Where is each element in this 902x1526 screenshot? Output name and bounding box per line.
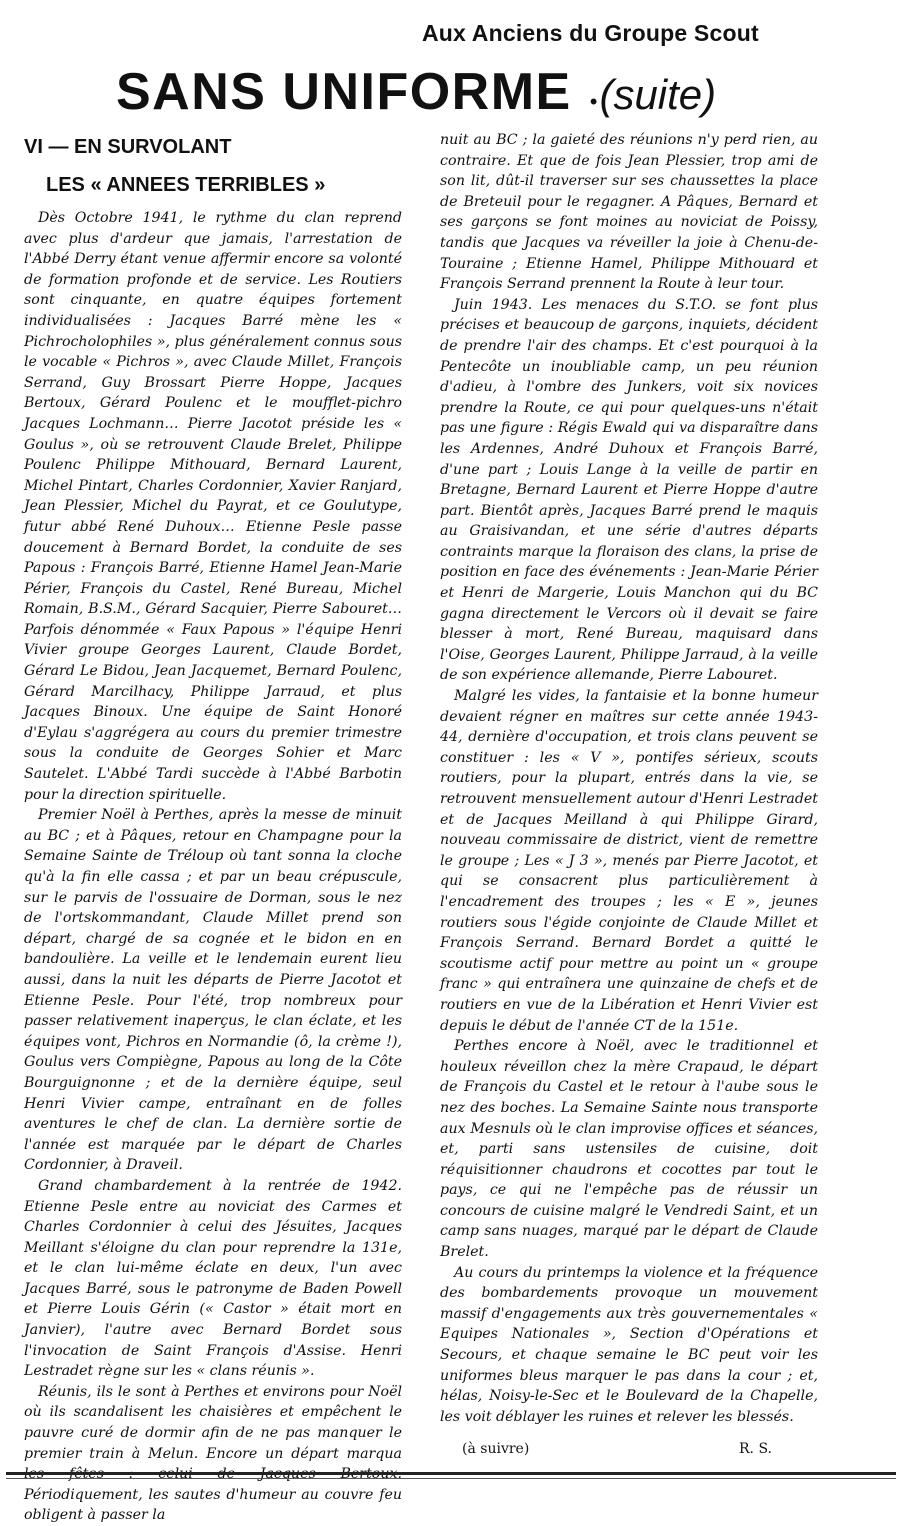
paragraph: Juin 1943. Les menaces du S.T.O. se font plus précises et beaucoup de garçons, inquiets, décident de prendre l'air des champs. Et c'est pourquoi à la Pentecôte un inoubliable camp, un peu réunion d'adieu, à l'ombre des Junkers, voit six novices prendre la Route, ce qui pour quelques-uns n'était pas une figure : Régis Ewald qui va disparaître dans les Ardennes, André Duhoux et François Barré, d'une part ; Louis Lange à la veille de partir en Bretagne, Bernard Laurent et Pierre Hoppe d'autre part. Bientôt après, Jacques Barré prend le maquis au Graisivandan, et une série d'autres départs contraints marque la floraison des clans, la prise de position en face des événements : Jean-Marie Périer et Henri de Margerie, Louis Manchon qui du BC gagna directement le Vercors où il devait se faire blesser à mort, René Bureau, maquisard dans l'Oise, Georges Laurent, Philippe Jarraud, à la veille de son expérience allemande, Pierre Labouret.	[440, 296, 818, 684]
author-signature: R. S.	[739, 1441, 772, 1458]
paragraph: Réunis, ils le sont à Perthes et environs pour Noël où ils scandalisent les chaisières et empêchent le pauvre curé de dormir afin de ne pas manquer le premier train à Melun. Encore un départ marqua Périodiquement, les sautes d'humeur au couvre feu obligent à passer la	[24, 1383, 402, 1524]
section-heading	[24, 128, 424, 204]
paragraph: Grand chambardement à la rentrée de 1942. Etienne Pesle entre au noviciat des Carmes et Charles Cordonnier à celui des Jésuites, Jacques Meillant s'éloigne du clan pour reprendre la 131e, et le clan lui-même éclate en deux, l'un avec Jacques Barré, sous le patronyme de Baden Powell et Pierre Louis Gérin (« Castor » était mort en Janvier), l'autre avec Bernard Bordet sous l'invocation de Saint François d'Assise. Henri Lestradet règne sur les « clans réunis ».	[24, 1177, 402, 1380]
paragraph: Dès Octobre 1941, le rythme du clan reprend avec plus d'ardeur que jamais, l'arrestation de l'Abbé Derry étant venue affermir encore sa volonté de formation profonde et de service. Les Routiers sont cinquante, en quatre équipes fortement individualisées : Jacques Barré mène les « Pichrocholophiles », plus généralement connus sous le vocable « Pichros », avec Claude Millet, François Serrand, Guy Brossart Pierre Hoppe, Jacques Bertoux, Gérard Poulenc et le moufflet-pichro Jacques Lochmann… Pierre Jacotot préside les « Goulus », où se retrouvent Claude Brelet, Philippe Poulenc Philippe Mithouard, Bernard Laurent, Michel Pintart, Charles Cordonnier, Xavier Ranjard, Jean Plessier, Michel du Payrat, et ce Goulutype, futur abbé René Duhoux… Etienne Pesle passe doucement à Bernard Bordet, la conduite de ses Papous : François Barré, Etienne Hamel Jean-Marie Périer, François du Castel, René Bureau, Michel Romain, B.S.M., Gérard Sacquier, Pierre Sabouret… Parfois dénommée « Faux Papous » l'équipe Henri Vivier groupe Georges Laurent, Claude Bordet, Gérard Le Bidou, Jean Jacquemet, Bernard Poulenc, Gérard Marcilhacy, Philippe Jarraud, et plus Jacques Binoux. Une équipe de Saint Honoré d'Eylau s'aggrégera au cours du premier trimestre sous la conduite de Georges Sohier et Marc Sautelet. L'Abbé Tardi succède à l'Abbé Barbotin pour la direction spirituelle.	[24, 210, 402, 803]
bottom-divider	[6, 1472, 896, 1475]
title-dot-icon: •	[589, 89, 598, 114]
paragraph-continued: nuit au BC ; la gaieté des réunions n'y perd rien, au contraire. Et que de fois Jean Plessier, trop ami de son lit, dût-il traverser sur ses chaussettes la place de Breteuil pour le regagner. A Pâques, Bernard et ses garçons se font moines au noviciat de Poissy, tandis que Jacques va réveiller la joie à Chenu-de-Touraine ; Etienne Hamel, Philippe Mithouard et François Serrand prennent la Route à leur tour.	[440, 132, 818, 293]
bottom-divider-thin	[6, 1478, 896, 1479]
article-footer	[440, 1439, 818, 1460]
page-title: SANS UNIFORME	[116, 63, 572, 121]
right-column	[440, 130, 818, 1460]
left-column	[24, 208, 402, 1526]
paragraph: Au cours du printemps la violence et la fréquence des bombardements provoque un mouvement massif d'engagements aux très gouvernementales « Equipes Nationales », Section d'Opérations et Secours, et chaque semaine le BC peut voir les uniformes bleus marquer le pas dans la cour ; et, hélas, Noisy-le-Sec et le Boulevard de la Chapelle, les voit déblayer les ruines et relever les blessés.	[440, 1264, 818, 1425]
section-heading-line2: LES « ANNEES TERRIBLES »	[46, 174, 326, 196]
kicker-heading: Aux Anciens du Groupe Scout	[422, 20, 759, 46]
paragraph: Perthes encore à Noël, avec le traditionnel et houleux réveillon chez la mère Crapaud, le départ de François du Castel et le retour à l'aube sous le nez des boches. La Semaine Sainte nous transporte aux Mesnuls où le clan improvise offices et séances, et, parti sans ustensiles de cuisine, doit réquisitionner chaudrons et cocottes par tout le pays, ce qui ne l'empêche pas de réussir un concours de cuisine malgré le Vendredi Saint, et un camp sans nuages, marqué par le départ de Claude Brelet.	[440, 1038, 818, 1261]
paragraph: Malgré les vides, la fantaisie et la bonne humeur devaient régner en maîtres sur cette année 1943-44, dernière d'occupation, et trois clans peuvent se constituer : les « V », pontifes sérieux, scouts routiers, pour la plupart, entrés dans la vie, se retrouvent mensuellement autour d'Henri Lestradet et de Jacques Meilland à qui Philippe Girard, nouveau commissaire de district, vient de remettre le groupe ; Les « J 3 », menés par Pierre Jacotot, et qui se consacrent plus particulièrement à l'encadrement des troupes ; les « E », jeunes routiers sous l'égide conjointe de Claude Millet et François Serrand. Bernard Bordet a quitté le scoutisme actif pour mettre au point un « groupe franc » qui entraînera une quinzaine de chefs et de routiers en vue de la Libération et Henri Vivier est depuis le début de l'année CT de la 151e.	[440, 688, 818, 1034]
section-heading-line1: VI — EN SURVOLANT	[24, 136, 232, 158]
to-be-continued: (à suivre)	[462, 1441, 530, 1458]
title-row	[116, 62, 816, 122]
paragraph: Premier Noël à Perthes, après la messe de minuit au BC ; et à Pâques, retour en Champagne pour la Semaine Sainte de Tréloup où tant sonna la cloche qu'à la fin elle cassa ; et par un beau crépuscule, sur le parvis de l'ossuaire de Dorman, sous le nez de l'ortskommandant, Claude Millet prend son départ, chargé de sa cognée et le bidon en en bandoulière. La veille et le lendemain eurent lieu aussi, dans la nuit les départs de Pierre Jacotot et Etienne Pesle. Pour l'été, trop nombreux pour passer relativement inaperçus, le clan éclate, et les équipes vont, Pichros en Normandie (ô, la crème !), Goulus vers Compiègne, Papous au long de la Côte Bourguignonne ; et de la dernière équipe, seul Henri Vivier campe, entraînant en de folles aventures le chef de clan. La dernière sortie de l'année est marquée par le départ de Charles Cordonnier, à Draveil.	[24, 807, 402, 1174]
title-suffix: (suite)	[599, 71, 717, 118]
